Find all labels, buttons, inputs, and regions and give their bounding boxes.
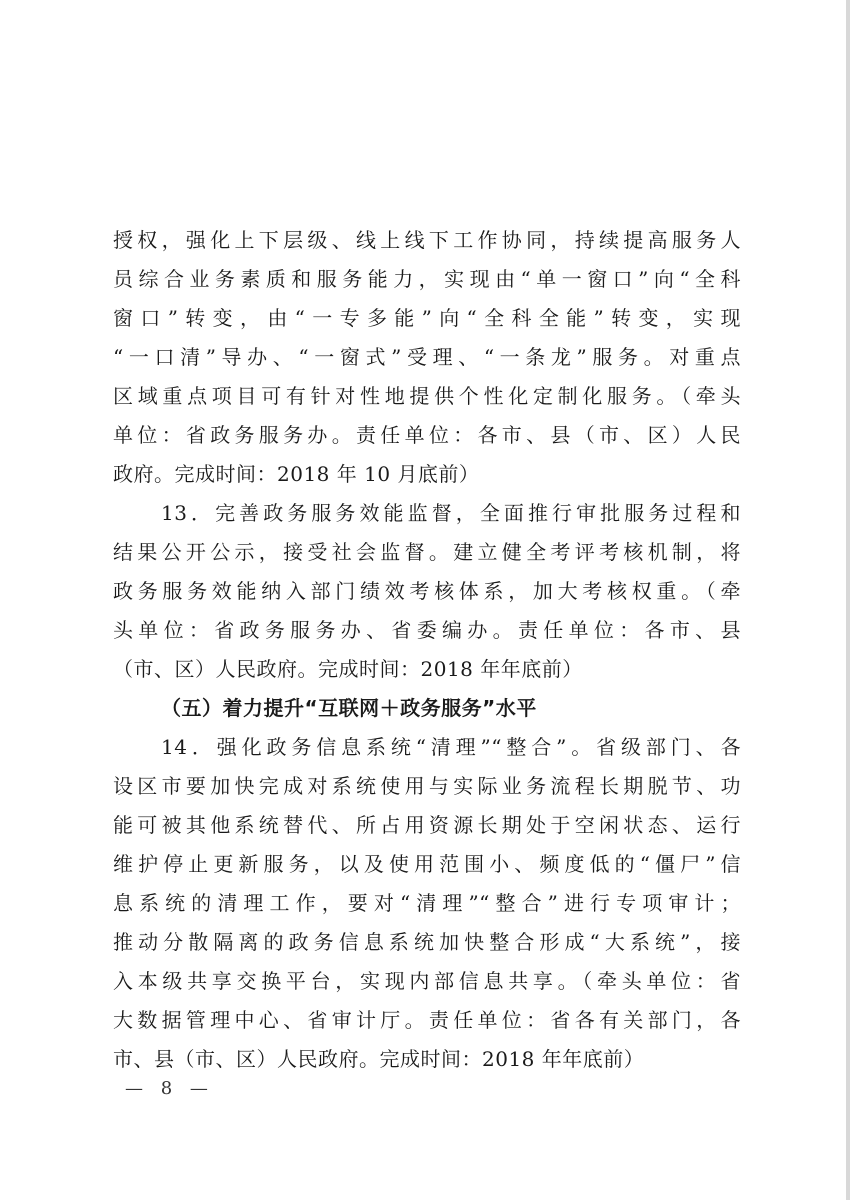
text-line: 员综合业务素质和服务能力，实现由“单一窗口”向“全科 (113, 267, 741, 291)
page-number: — 8 — (125, 1078, 214, 1099)
text-line: 维护停止更新服务，以及使用范围小、频度低的“僵尸”信 (113, 852, 741, 876)
text-line: 区域重点项目可有针对性地提供个性化定制化服务。（牵头 (113, 384, 741, 408)
text-line: 设区市要加快完成对系统使用与实际业务流程长期脱节、功 (113, 774, 741, 798)
text-line: 推动分散隔离的政务信息系统加快整合形成“大系统”，接 (113, 930, 741, 954)
item-14-first-line: 14．强化政务信息系统“清理”“整合”。省级部门、各 (161, 735, 741, 759)
body-text (113, 221, 741, 1079)
text-line: （市、区）人民政府。完成时间：2018 年年底前） (113, 657, 583, 681)
text-line: 大数据管理中心、省审计厅。责任单位：省各有关部门，各 (113, 1008, 741, 1032)
scan-edge (846, 0, 850, 1200)
text-line: 政府。完成时间：2018 年 10 月底前） (113, 462, 480, 486)
text-line: 市、县（市、区）人民政府。完成时间：2018 年年底前） (113, 1047, 645, 1071)
text-line: 窗口”转变，由“一专多能”向“全科全能”转变，实现 (113, 306, 741, 330)
text-line: 息系统的清理工作，要对“清理”“整合”进行专项审计； (113, 891, 741, 915)
text-line: 政务服务效能纳入部门绩效考核体系，加大考核权重。（牵 (113, 579, 741, 603)
text-line: 头单位：省政务服务办、省委编办。责任单位：各市、县 (113, 618, 741, 642)
text-line: 结果公开公示，接受社会监督。建立健全考评考核机制，将 (113, 540, 741, 564)
section-heading: （五）着力提升“互联网＋政务服务”水平 (161, 696, 537, 720)
item-13-first-line: 13．完善政务服务效能监督，全面推行审批服务过程和 (161, 501, 741, 525)
text-line: 能可被其他系统替代、所占用资源长期处于空闲状态、运行 (113, 813, 741, 837)
text-line: 授权，强化上下层级、线上线下工作协同，持续提高服务人 (113, 228, 741, 252)
text-line: 单位：省政务服务办。责任单位：各市、县（市、区）人民 (113, 423, 741, 447)
text-line: “一口清”导办、“一窗式”受理、“一条龙”服务。对重点 (113, 345, 741, 369)
text-line: 入本级共享交换平台，实现内部信息共享。（牵头单位：省 (113, 969, 741, 993)
